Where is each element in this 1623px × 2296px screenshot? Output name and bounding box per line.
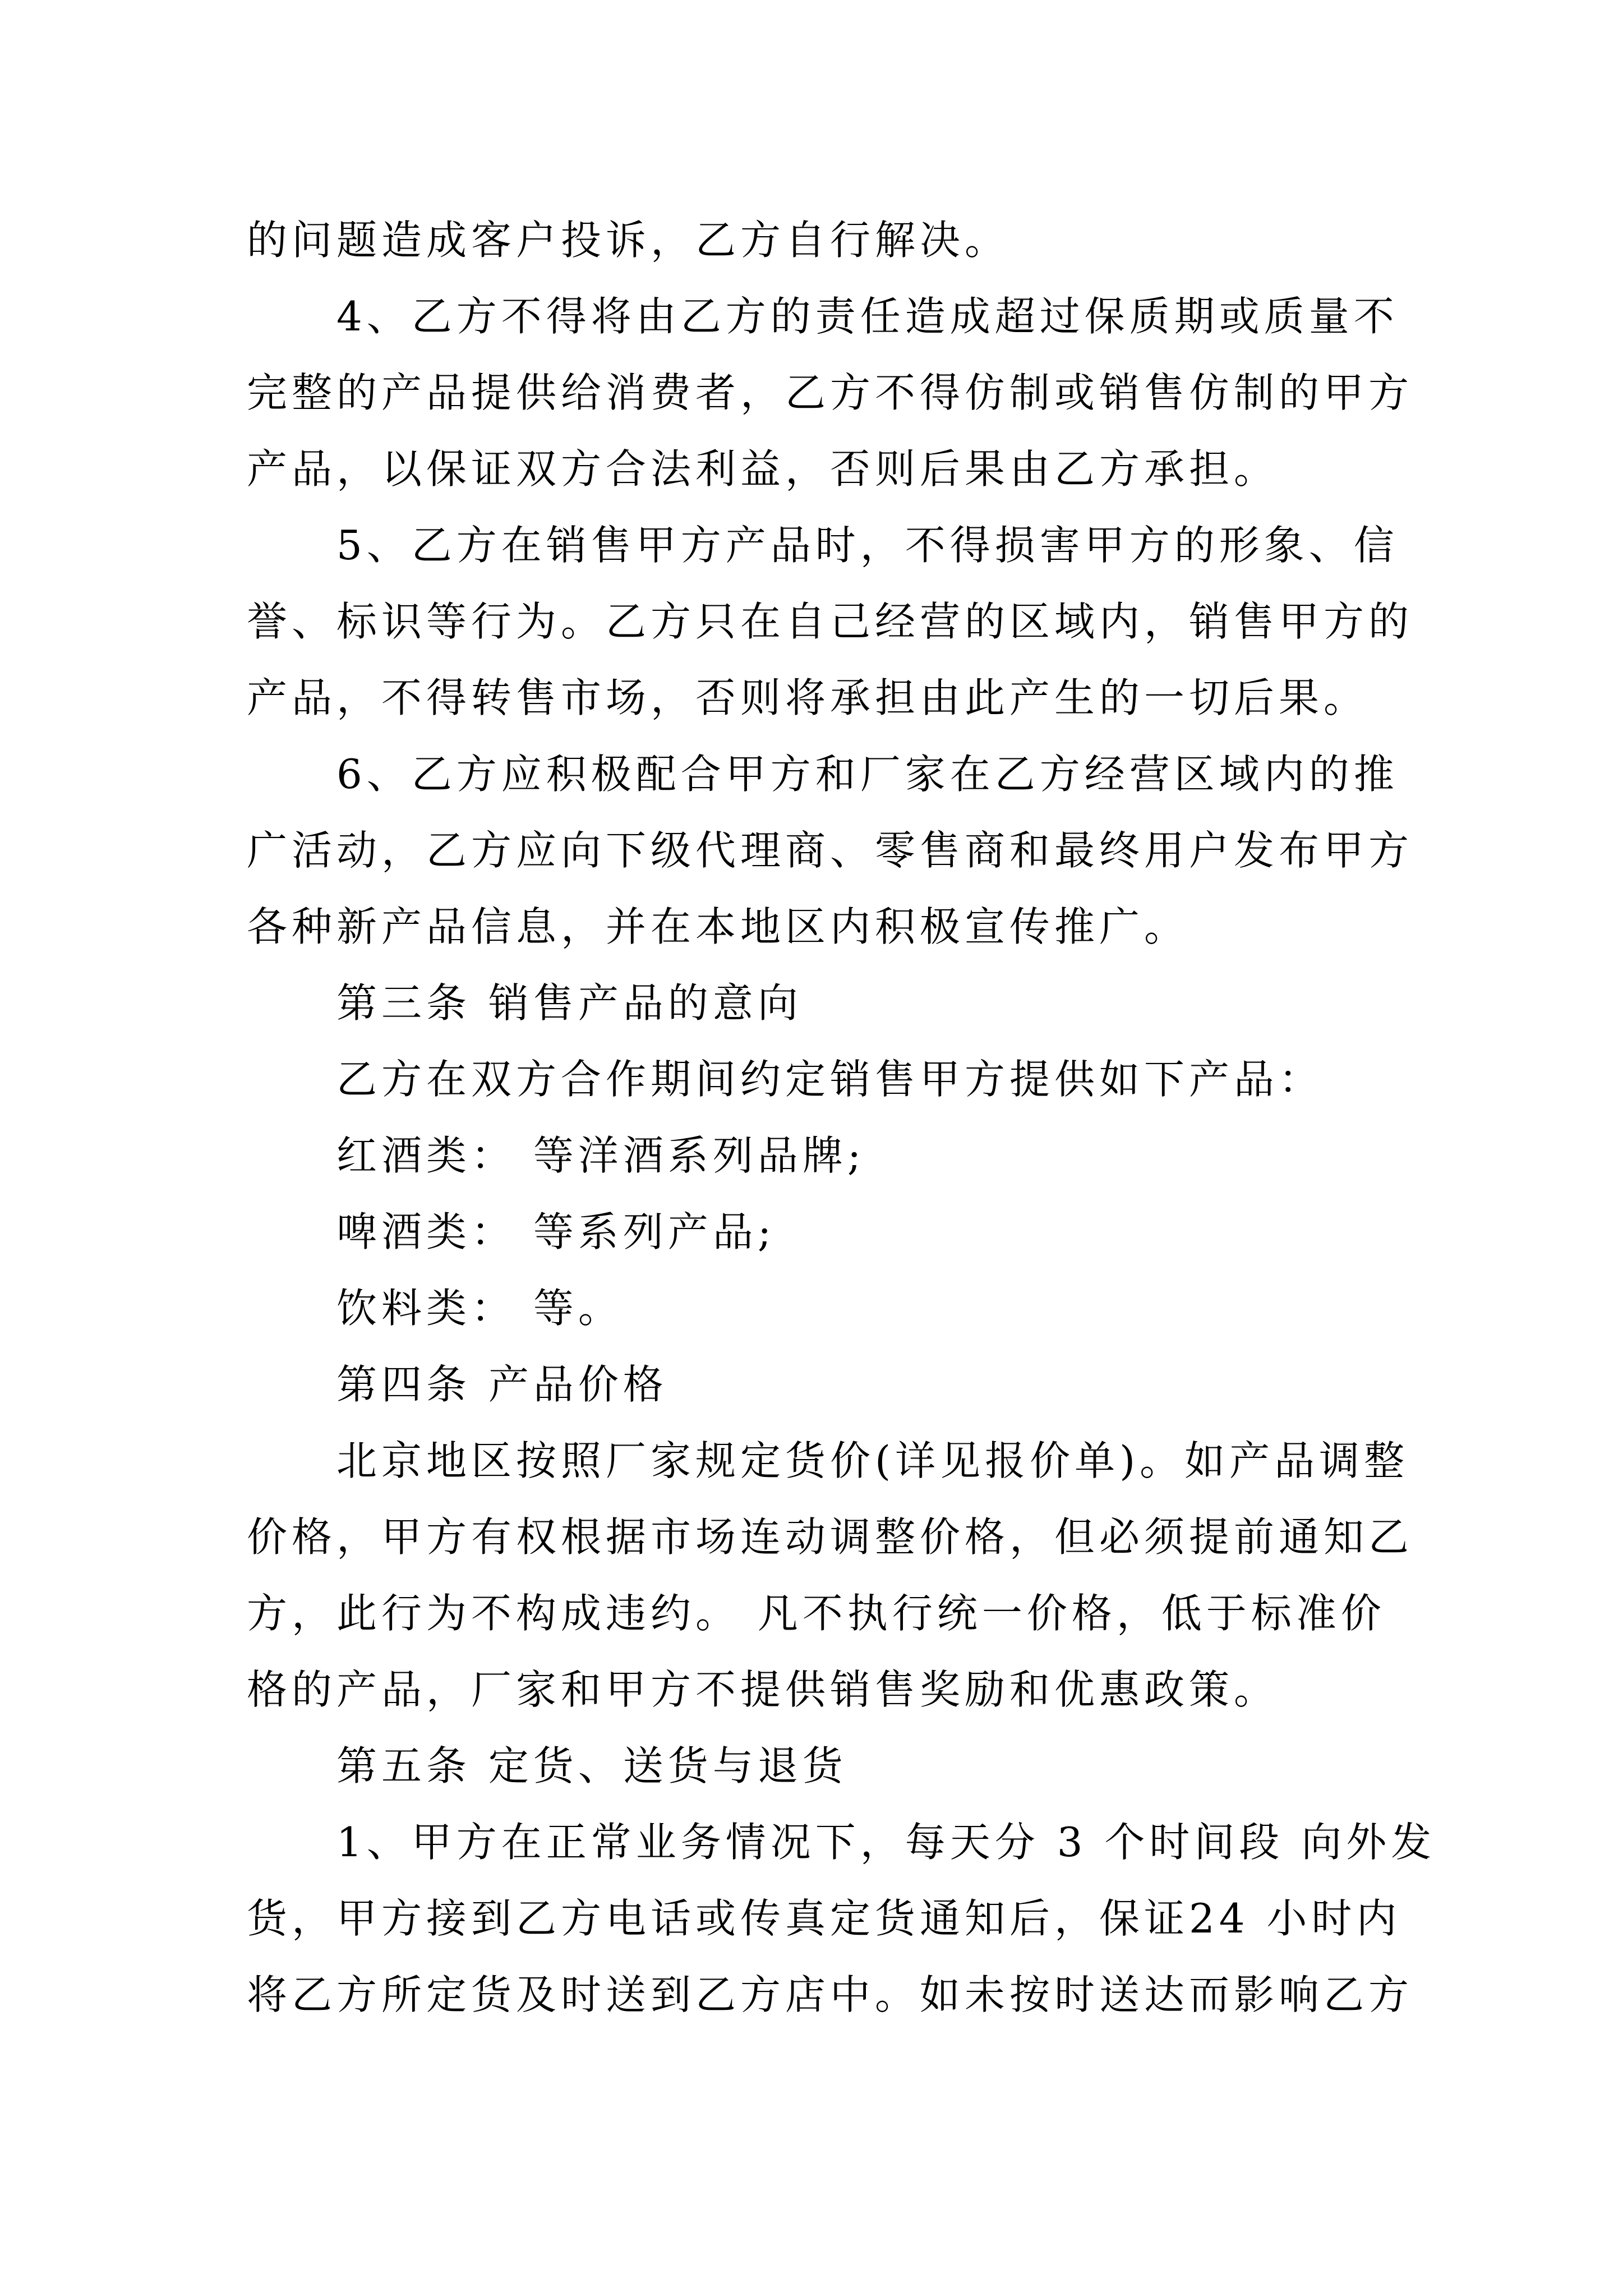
text-line: 完整的产品提供给消费者，乙方不得仿制或销售仿制的甲方 bbox=[247, 369, 1414, 416]
product-line-beverage: 饮料类： 等。 bbox=[336, 1285, 623, 1332]
text-line: 北京地区按照厂家规定货价(详见报价单)。如产品调整 bbox=[336, 1437, 1409, 1484]
product-line-beer: 啤酒类： 等系列产品; bbox=[336, 1208, 776, 1255]
text-line: 1、甲方在正常业务情况下，每天分 3 个时间段 向外发 bbox=[336, 1819, 1436, 1866]
text-line: 产品，不得转售市场，否则将承担由此产生的一切后果。 bbox=[247, 674, 1369, 721]
product-line-wine: 红酒类： 等洋酒系列品牌; bbox=[336, 1132, 866, 1179]
text-line: 货，甲方接到乙方电话或传真定货通知后，保证24 小时内 bbox=[247, 1895, 1401, 1942]
text-line: 产品，以保证双方合法利益，否则后果由乙方承担。 bbox=[247, 445, 1279, 493]
text-line: 格的产品，厂家和甲方不提供销售奖励和优惠政策。 bbox=[247, 1666, 1279, 1713]
text-line: 方，此行为不构成违约。 凡不执行统一价格，低于标准价 bbox=[247, 1590, 1386, 1637]
text-line: 将乙方所定货及时送到乙方店中。如未按时送达而影响乙方 bbox=[247, 1971, 1414, 2018]
section-heading-article-3: 第三条 销售产品的意向 bbox=[336, 979, 803, 1027]
text-line: 誉、标识等行为。乙方只在自己经营的区域内，销售甲方的 bbox=[247, 598, 1414, 645]
paragraph-6-line: 6、乙方应积极配合甲方和厂家在乙方经营区域内的推 bbox=[336, 751, 1399, 798]
paragraph-4-line: 4、乙方不得将由乙方的责任造成超过保质期或质量不 bbox=[336, 293, 1399, 340]
document-body bbox=[247, 202, 1436, 2033]
text-line: 乙方在双方合作期间约定销售甲方提供如下产品： bbox=[336, 1056, 1324, 1103]
text-line: 广活动，乙方应向下级代理商、零售商和最终用户发布甲方 bbox=[247, 827, 1414, 874]
paragraph-5-line: 5、乙方在销售甲方产品时，不得损害甲方的形象、信 bbox=[336, 522, 1399, 569]
text-line: 各种新产品信息，并在本地区内积极宣传推广。 bbox=[247, 903, 1189, 950]
text-line: 的问题造成客户投诉，乙方自行解决。 bbox=[247, 217, 1010, 264]
section-heading-article-4: 第四条 产品价格 bbox=[336, 1361, 668, 1408]
text-line: 价格，甲方有权根据市场连动调整价格，但必须提前通知乙 bbox=[247, 1513, 1414, 1561]
section-heading-article-5: 第五条 定货、送货与退货 bbox=[336, 1742, 847, 1789]
